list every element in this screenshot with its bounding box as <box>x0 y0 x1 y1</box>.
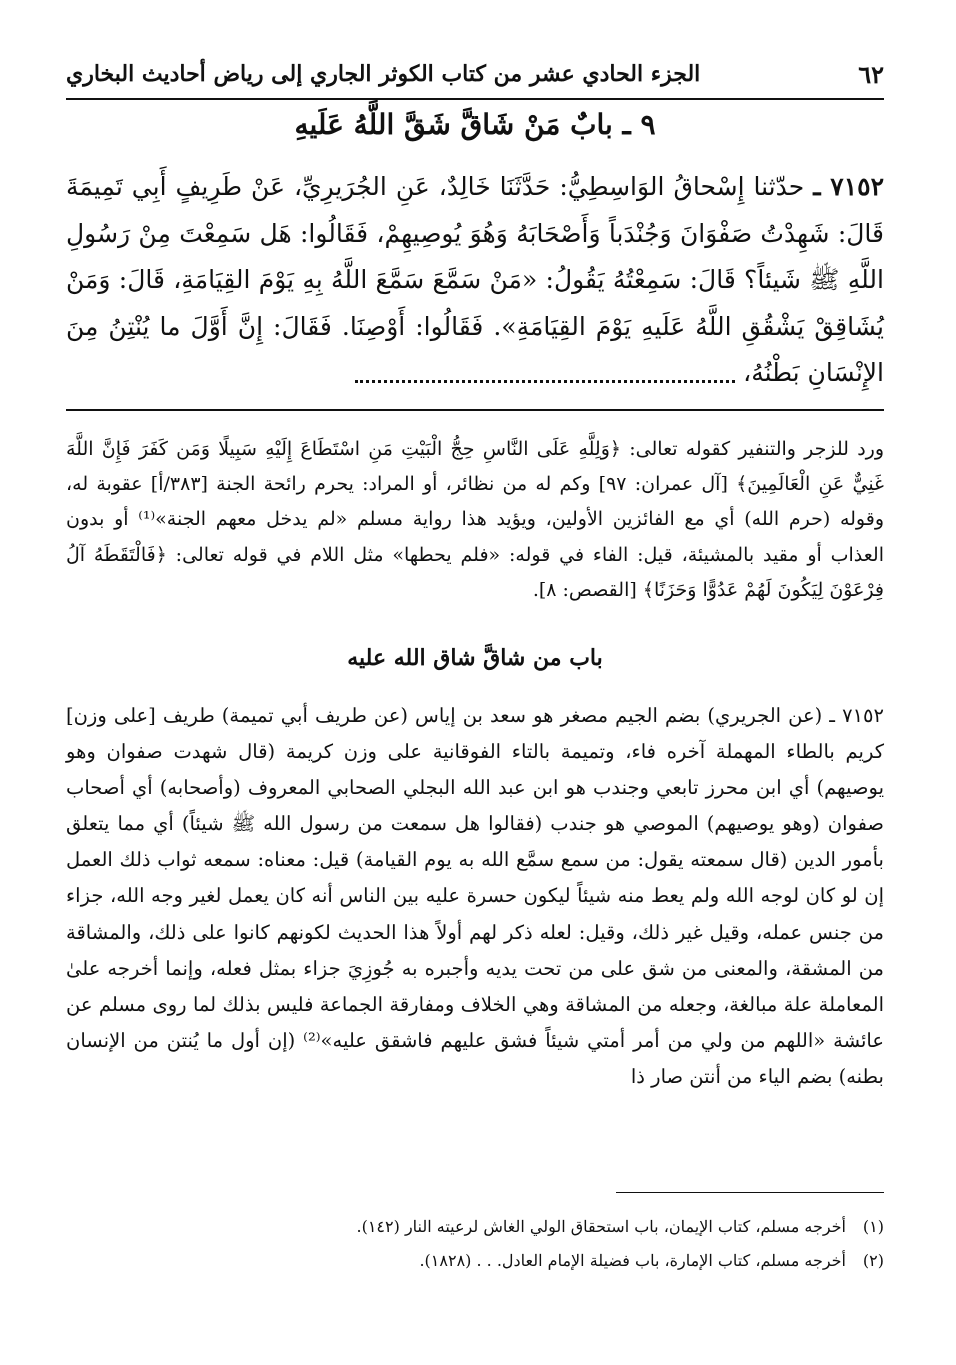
sub-heading: باب من شاقَّ شاق الله عليه <box>347 645 603 671</box>
footnote-number: (١) <box>862 1217 884 1236</box>
hadith-number: ٧١٥٢ ـ <box>813 172 884 201</box>
page-number: ٦٢ <box>858 59 884 89</box>
hadith-text: حدّثنا إِسْحاقُ الوَاسِطِيُّ: حَدَّثَنَا خَالِدٌ، عَنِ الجُرَيرِيِّ، عَنْ طَرِيفٍ أَبِي تَمِيمَةَ قَالَ: شَهِدْتُ صَفْوَانَ وَجُنْدَباً وَأَصْحَابَهُ وَهُوَ يُوصِيهِمْ، فَقَالُوا: هَل سَمِعْتَ مِنْ رَسُولِ اللَّهِ ﷺ شَيئاً؟ قَالَ: سَمِعْتُهُ يَقُولُ: «مَنْ سَمَّعَ سَمَّعَ اللَّهُ بِهِ يَوْمَ القِيَامَةِ، قَالَ: وَمَنْ يُشَاقِقْ يَشْقُقِ اللَّهُ عَلَيهِ يَوْمَ القِيَامَةِ». فَقَالُوا: أَوْصِنَا. فَقَالَ: إِنَّ أَوَّلَ ما يُنْتِنُ مِنَ الإِنْسَانِ بَطْنُهُ، <box>66 172 884 387</box>
running-header <box>66 50 884 100</box>
sharh-paragraph: ٧١٥٢ ـ (عن الجريري) بضم الجيم مصغر هو سعد بن إياس (عن طريف أبي تميمة) طريف [على وزن] كريم بالطاء المهملة آخره فاء، وتميمة بالتاء الفوقانية على وزن كريمة (قال شهدت صفوان وهو يوصيهم) أي ابن محرز تابعي وجندب هو ابن عبد الله البجلي الصحابي المعروف (وأصحابه) أي أصحاب صفوان (وهو يوصيهم) الموصي هو جندب (فقالوا هل سمعت من رسول الله ﷺ شيئاً) أي مما يتعلق بأمور الدين (قال سمعته يقول: من سمع سمَّع الله به يوم القيامة) قيل: معناه: سمعه ثواب ذلك العمل إن لو كان لوجه الله ولم يعط منه شيئاً ليكون حسرة عليه بين الناس أنه كان يعمل لغير وجه الله، جزاء من جنس عمله، وقيل غير ذلك، وقيل: لعله ذكر لهم أولاً هذا الحديث لكونهم كانوا على ذلك، والمشاقة من المشقة، والمعنى من شق على من تحت يديه وأجبره به جُوزِيَ جزاء بمثل فعله، وإنما أخرجه علىٰ المعاملة علة مبالغة، وجعله من المشاقة وهي الخلاف ومفارقة الجماعة فليس بذلك لما روى مسلم عن عائشة «اللهم من ولي من أمر أمتي شيئاً فشق عليهم فاشقق عليه»⁽²⁾ (إن أول ما يُنتن من الإنسان بطنه) بضم الياء من أنتن صار ذا <box>66 704 884 1088</box>
footnote-text: أخرجه مسلم، كتاب الإمارة، باب فضيلة الإمام العادل. . . (١٨٢٨). <box>419 1251 846 1270</box>
footnote-text: أخرجه مسلم، كتاب الإيمان، باب استحقاق الولي الغاش لرعيته النار (١٤٢). <box>356 1217 846 1236</box>
commentary-block <box>66 432 884 608</box>
footnote-item <box>66 1244 884 1278</box>
hadith-text-block <box>66 164 884 397</box>
ellipsis-dots <box>355 366 735 383</box>
footnote-item <box>66 1210 884 1244</box>
hadith-paragraph <box>66 164 884 397</box>
section-divider <box>66 409 884 411</box>
sharh-block <box>66 698 884 1095</box>
footnotes <box>66 1210 884 1278</box>
running-title: الجزء الحادي عشر من كتاب الكوثر الجاري إلى رياض أحاديث البخاري <box>66 61 701 87</box>
chapter-title: ٩ ـ بابٌ مَنْ شَاقَّ شَقَّ اللَّهُ عَلَيهِ <box>294 108 656 141</box>
footnote-number: (٢) <box>862 1251 884 1270</box>
commentary-paragraph: ورد للزجر والتنفير كقوله تعالى: ﴿وَلِلَّهِ عَلَى النَّاسِ حِجُّ الْبَيْتِ مَنِ اسْتَطَاعَ إِلَيْهِ سَبِيلًا وَمَن كَفَرَ فَإِنَّ اللَّهَ غَنِيٌّ عَنِ الْعَالَمِينَ﴾ [آل عمران: ٩٧] وكم له من نظائر، أو المراد: يحرم رائحة الجنة [٣٨٣/أ] عقوبة له، وقوله (حرم الله) أي مع الفائزين الأولين، ويؤيد هذا رواية مسلم «لم يدخل معهم الجنة»⁽¹⁾ أو بدون العذاب أو مقيد بالمشيئة، قيل: الفاء في قوله: «فلم يحطها» مثل اللام في قوله تعالى: ﴿فَالْتَقَطَهُ آلُ فِرْعَوْنَ لِيَكُونَ لَهُمْ عَدُوًّا وَحَزَنًا﴾ [القصص: ٨]. <box>66 438 884 601</box>
footnote-divider <box>616 1192 884 1193</box>
